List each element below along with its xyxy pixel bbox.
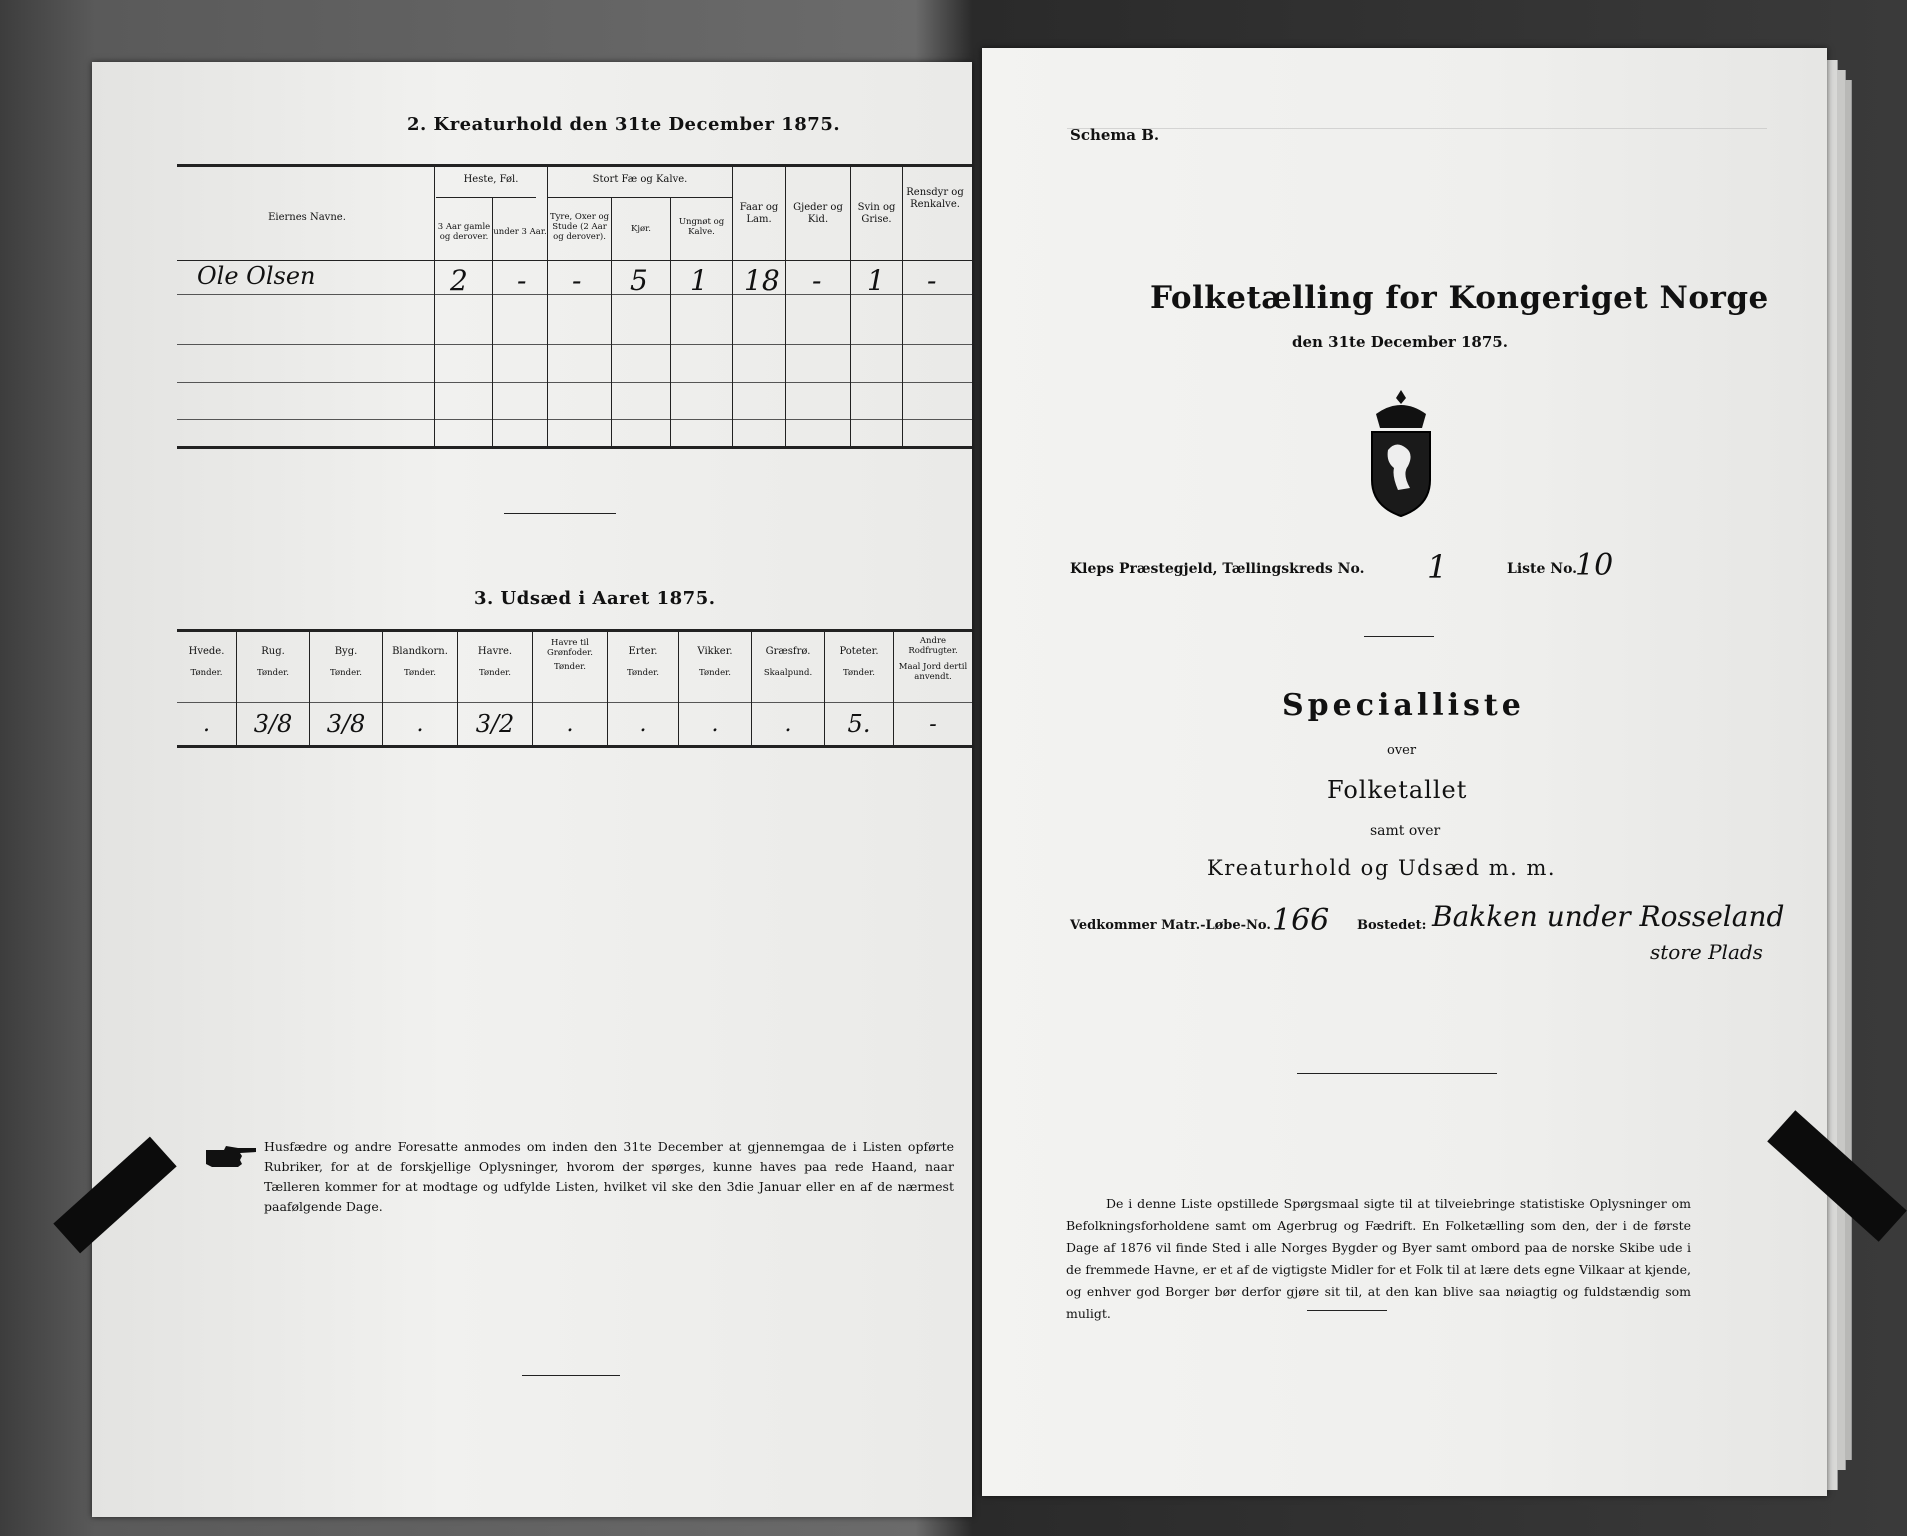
folketallet-text: Folketallet <box>1327 776 1468 804</box>
bosted-value: Bakken under Rosseland <box>1432 900 1785 933</box>
pointing-hand-icon <box>204 1142 258 1170</box>
row-value: 1 <box>690 264 708 297</box>
samt-over-text: samt over <box>1370 823 1441 839</box>
specialliste-heading: Specialliste <box>1282 688 1525 723</box>
udsaed-value: . <box>177 703 237 747</box>
divider <box>1297 1073 1497 1074</box>
table-divider <box>434 164 435 446</box>
udsaed-value: 3/8 <box>237 703 310 747</box>
section2-title: 2. Kreaturhold den 31te December 1875. <box>407 114 841 135</box>
row-value: 2 <box>450 264 468 297</box>
stort-sub-1: Tyre, Oxer og Stude (2 Aar og derover). <box>549 212 610 242</box>
date-line: den 31te December 1875. <box>1292 333 1508 351</box>
left-page <box>92 62 972 1517</box>
udsaed-value: 3/8 <box>310 703 383 747</box>
over-text: over <box>1387 743 1417 758</box>
liste-label: Liste No. <box>1507 561 1578 577</box>
stort-sub-2: Kjør. <box>631 224 651 234</box>
divider <box>522 1375 620 1376</box>
udsaed-header: Vikker. <box>697 646 733 657</box>
udsaed-unit: Tønder. <box>843 668 875 678</box>
table-divider <box>611 197 612 446</box>
heste-header: Heste, Føl. <box>463 174 519 185</box>
explanation-paragraph: De i denne Liste opstillede Spørgsmaal sigte til at tilveiebringe statistiske Oplysninger om Befolkningsforholdene samt om Agerbrug og Fædrift. En Folketælling som den, der i de første Dage af 1876 vil finde Sted i alle Norges Bygder og Byer samt ombord paa de norske Skibe ude i de fremmede Havne, er et af de vigtigste Midler for et Folk til at lære dets egne Vilkaar at kjende, og enhver god Borger bør derfor gjøre sit til, at den kan blive saa nøiagtig og fuldstændig som muligt. <box>1066 1196 1691 1321</box>
table-rule <box>177 164 972 167</box>
udsaed-header: Byg. <box>334 646 358 657</box>
udsaed-header: Erter. <box>628 646 658 657</box>
udsaed-unit: Tønder. <box>554 662 586 672</box>
udsaed-value: . <box>608 703 679 747</box>
udsaed-header: Rug. <box>261 646 285 657</box>
matr-label: Vedkommer Matr.-Løbe-No. <box>1070 918 1271 933</box>
udsaed-unit: Tønder. <box>627 668 659 678</box>
udsaed-unit: Tønder. <box>190 668 223 678</box>
udsaed-value: . <box>533 703 608 747</box>
coat-of-arms-icon <box>1362 388 1440 518</box>
udsaed-value: - <box>929 711 937 737</box>
bleed-through <box>1067 128 1767 399</box>
row-value: - <box>572 264 582 297</box>
table-rule <box>177 260 972 261</box>
table-rule <box>548 197 732 198</box>
parish-number: 1 <box>1427 548 1448 586</box>
stort-sub-3: Ungnøt og Kalve. <box>678 217 725 237</box>
stort-header: Stort Fæ og Kalve. <box>592 174 688 185</box>
udsaed-unit: Maal Jord dertil anvendt. <box>898 662 968 682</box>
row-value: - <box>927 264 937 297</box>
udsaed-unit: Tønder. <box>330 668 362 678</box>
row-value: - <box>812 264 822 297</box>
rensdyr-header: Rensdyr og Renkalve. <box>906 187 964 210</box>
udsaed-value: 5. <box>825 703 894 747</box>
svin-header: Svin og Grise. <box>857 202 896 225</box>
udsaed-value: . <box>679 703 752 747</box>
udsaed-header: Havre. <box>477 646 513 657</box>
parish-label: Kleps Præstegjeld, Tællingskreds No. <box>1070 561 1365 577</box>
matr-number: 166 <box>1272 903 1330 938</box>
notice-text: Husfædre og andre Foresatte anmodes om inden den 31te December at gjennemgaa de i Listen opførte Rubriker, for at de forskjellige Oplysninger, hvorom der spørges, kunne haves paa rede Haand, naar Tælleren kommer for at modtage og udfylde Listen, hvilket vil ske den 3die Januar eller en af de nærmest paafølgende Dage. <box>264 1139 954 1214</box>
divider <box>1364 636 1434 637</box>
udsaed-unit: Skaalpund. <box>763 668 813 678</box>
table-rule <box>177 382 972 383</box>
right-page <box>982 48 1827 1496</box>
udsaed-unit: Tønder. <box>257 668 289 678</box>
divider <box>1307 1310 1387 1311</box>
schema-label: Schema B. <box>1070 126 1160 144</box>
row-value: 1 <box>867 264 885 297</box>
main-title: Folketælling for Kongeriget Norge <box>1150 280 1769 316</box>
row-value: - <box>517 264 527 297</box>
udsaed-unit: Tønder. <box>404 668 436 678</box>
table-rule <box>436 197 536 198</box>
udsaed-value: . <box>752 703 825 747</box>
heste-sub-2: under 3 Aar. <box>493 227 547 237</box>
page-stack-edge <box>1845 80 1852 1460</box>
udsaed-header: Hvede. <box>188 646 225 657</box>
udsaed-header: Blandkorn. <box>392 646 448 657</box>
liste-number: 10 <box>1575 548 1614 583</box>
bosted-label: Bostedet: <box>1357 918 1427 933</box>
gjeder-header: Gjeder og Kid. <box>793 202 843 225</box>
udsaed-header: Græsfrø. <box>765 646 811 657</box>
udsaed-value: 3/2 <box>458 703 533 747</box>
udsaed-header: Poteter. <box>839 646 879 657</box>
section3-title: 3. Udsæd i Aaret 1875. <box>474 588 716 609</box>
table-rule <box>177 446 972 449</box>
table-rule <box>177 419 972 420</box>
row-value: 5 <box>630 264 648 297</box>
divider <box>504 513 616 514</box>
udsaed-unit: Tønder. <box>479 668 511 678</box>
udsaed-table <box>177 629 972 748</box>
table-divider <box>547 164 548 446</box>
udsaed-header: Andre Rodfrugter. <box>908 636 958 656</box>
bosted-value-2: store Plads <box>1650 940 1763 964</box>
row-value: 18 <box>744 264 780 297</box>
udsaed-header: Havre til Grønfoder. <box>546 638 593 658</box>
owner-header: Eiernes Navne. <box>268 212 346 223</box>
udsaed-value: . <box>383 703 458 747</box>
owner-name: Ole Olsen <box>197 262 316 290</box>
faar-header: Faar og Lam. <box>739 202 779 225</box>
udsaed-unit: Tønder. <box>699 668 731 678</box>
table-rule <box>177 344 972 345</box>
kreaturhold-text: Kreaturhold og Udsæd m. m. <box>1207 856 1557 880</box>
heste-sub-1: 3 Aar gamle og derover. <box>437 222 491 242</box>
